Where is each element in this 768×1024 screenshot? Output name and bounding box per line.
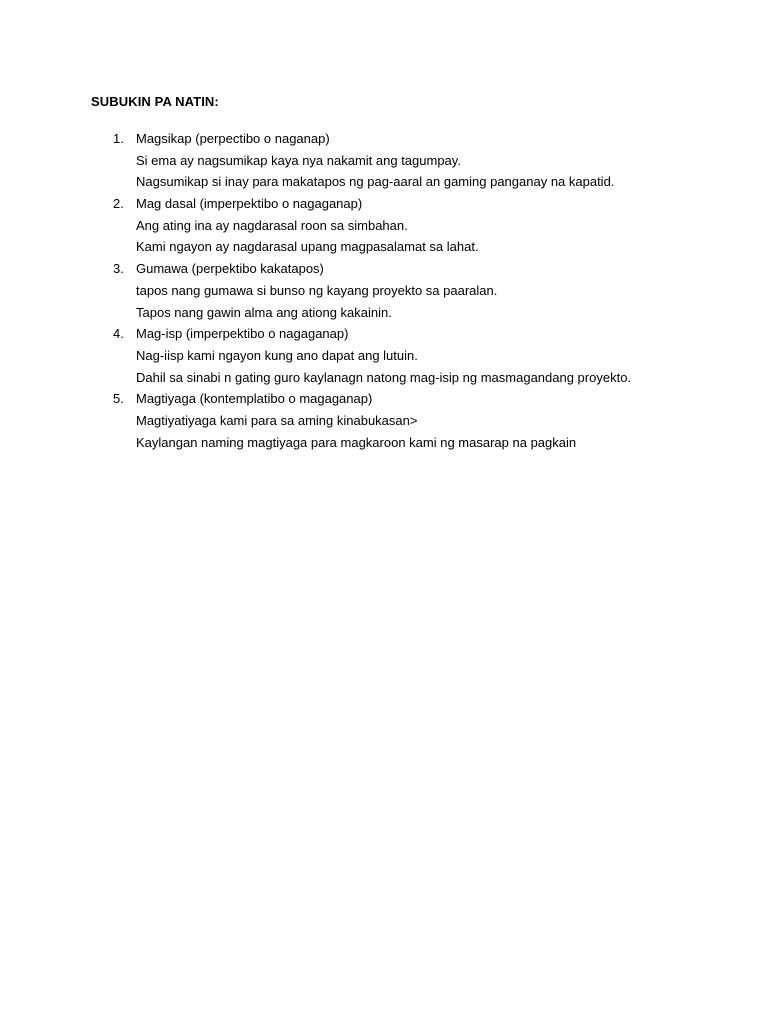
item-title: Mag-isp (imperpektibo o nagaganap) xyxy=(136,326,349,342)
item-title: Magtiyaga (kontemplatibo o magaganap) xyxy=(136,391,373,407)
example-sentence: Nagsumikap si inay para makatapos ng pag-aaral an gaming panganay na kapatid. xyxy=(136,174,615,190)
example-sentence: Kami ngayon ay nagdarasal upang magpasalamat sa lahat. xyxy=(136,239,479,255)
exercise-list xyxy=(0,128,768,453)
example-sentence: Magtiyatiyaga kami para sa aming kinabukasan> xyxy=(136,412,418,428)
example-sentence: Si ema ay nagsumikap kaya nya nakamit ang tagumpay. xyxy=(136,152,461,168)
item-number: 5. xyxy=(113,391,124,407)
item-title: Magsikap (perpectibo o naganap) xyxy=(136,131,330,146)
item-number: 3. xyxy=(113,261,124,277)
list-item xyxy=(0,193,768,258)
document-heading: SUBUKIN PA NATIN: xyxy=(91,94,219,109)
example-sentence: Tapos nang gawin alma ang ationg kakainin. xyxy=(136,304,392,320)
example-sentence: Dahil sa sinabi n gating guro kaylanagn natong mag-isip ng masmagandang proyekto. xyxy=(136,369,632,385)
item-number: 1. xyxy=(113,131,124,146)
list-item xyxy=(0,258,768,323)
example-sentence: tapos nang gumawa si bunso ng kayang proyekto sa paaralan. xyxy=(136,282,498,298)
item-number: 2. xyxy=(113,196,124,212)
item-title: Gumawa (perpektibo kakatapos) xyxy=(136,261,324,277)
item-number: 4. xyxy=(113,326,124,342)
list-item xyxy=(0,388,768,453)
example-sentence: Kaylangan naming magtiyaga para magkaroon kami ng masarap na pagkain xyxy=(136,434,577,450)
item-title: Mag dasal (imperpektibo o nagaganap) xyxy=(136,196,363,212)
list-item xyxy=(0,128,768,193)
example-sentence: Nag-iisp kami ngayon kung ano dapat ang lutuin. xyxy=(136,347,418,363)
example-sentence: Ang ating ina ay nagdarasal roon sa simbahan. xyxy=(136,217,408,233)
list-item xyxy=(0,323,768,388)
